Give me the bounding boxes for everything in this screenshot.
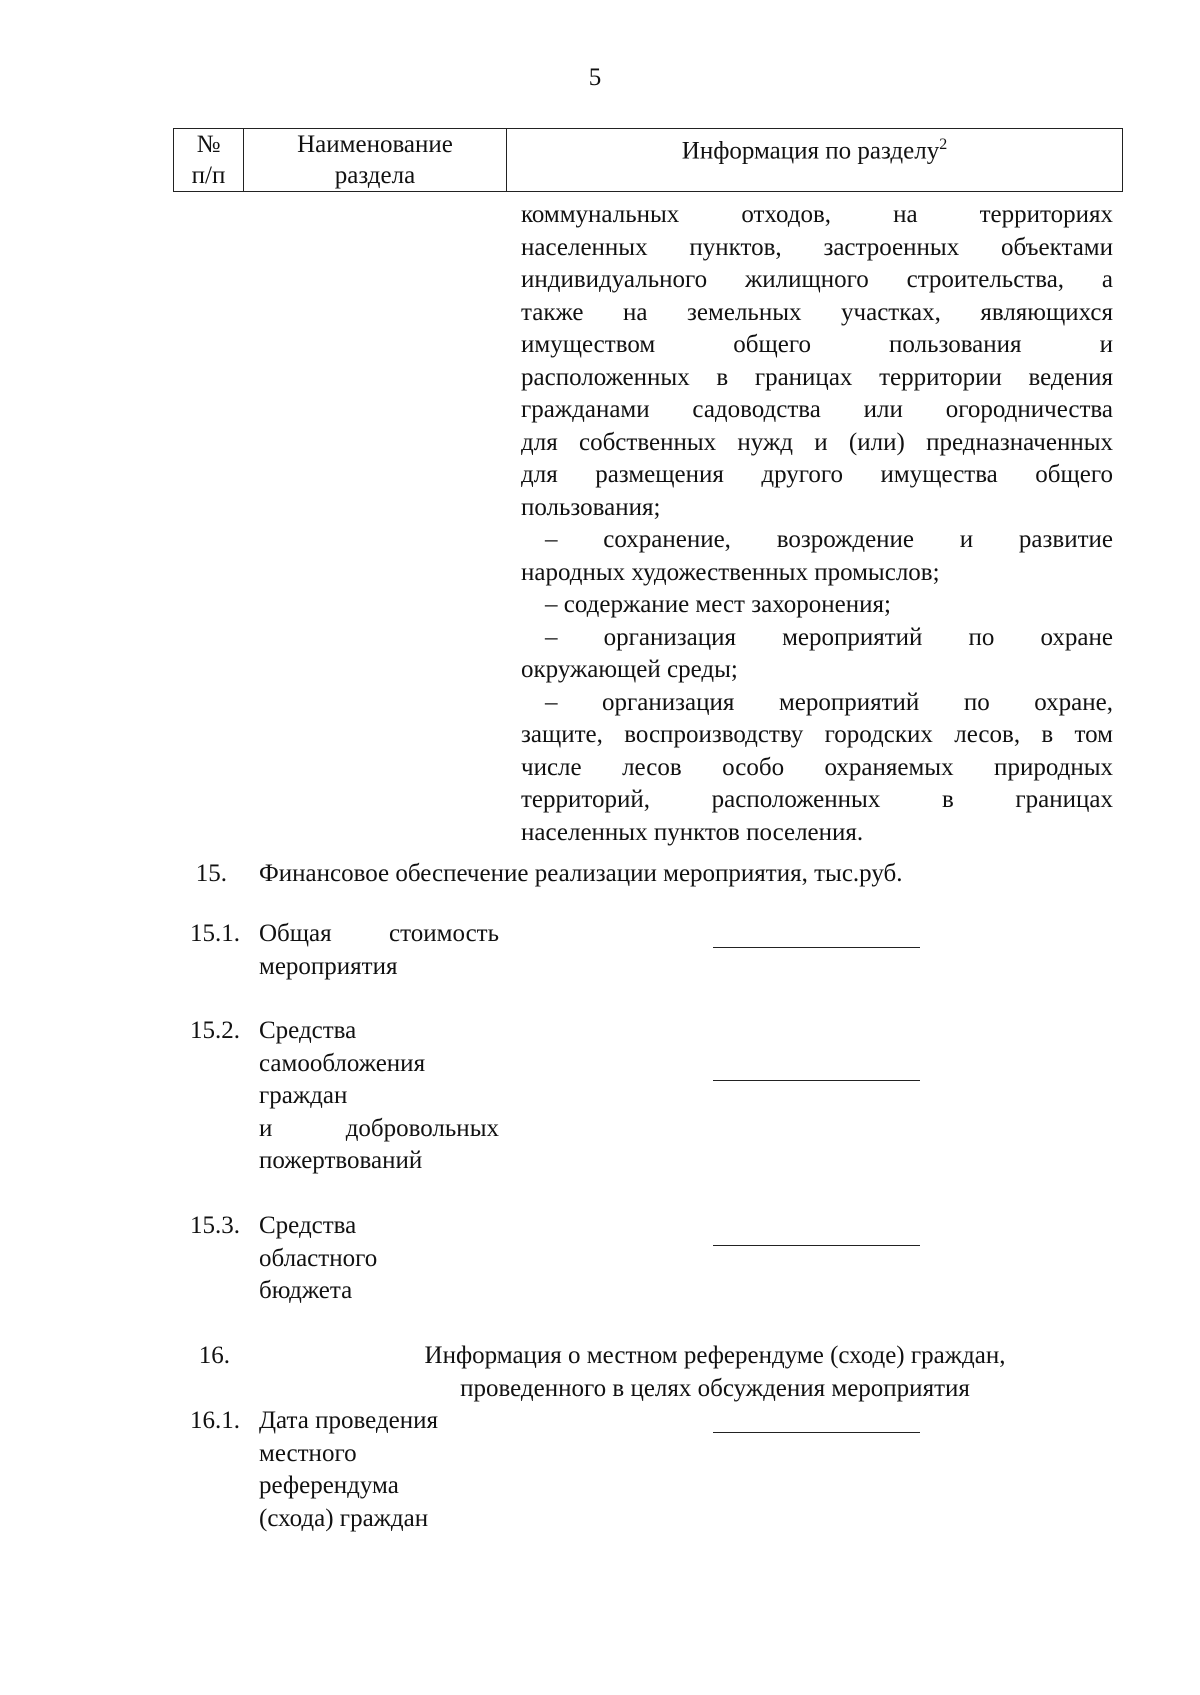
item-16-1-number: 16.1. bbox=[190, 1407, 240, 1434]
info-line: территорий, расположенных в границах bbox=[521, 786, 1113, 813]
item-16-1-label: Дата проведения местного референдума (схода) граждан bbox=[259, 1407, 438, 1532]
info-line: народных художественных промыслов; bbox=[521, 558, 940, 586]
info-line: коммунальных отходов, на территориях bbox=[521, 201, 1113, 228]
info-line: также на земельных участках, являющихся bbox=[521, 298, 1113, 326]
info-line: населенных пунктов поселения. bbox=[521, 818, 864, 846]
info-line: – организация мероприятий по охране bbox=[545, 623, 1113, 651]
info-line: гражданами садоводства или огородничества bbox=[521, 396, 1113, 423]
item-15-2-label: Средства самообложения граждан и добровольных пожертвований bbox=[259, 1017, 499, 1174]
info-line: расположенных в границах территории ведения bbox=[521, 363, 1113, 391]
info-line: для размещения другого имущества общего bbox=[521, 461, 1113, 488]
info-line: – организация мероприятий по охране, bbox=[545, 688, 1113, 716]
info-line: имуществом общего пользования и bbox=[521, 331, 1113, 358]
page-number: 5 bbox=[588, 64, 602, 91]
item-16-1-value-line bbox=[713, 1432, 920, 1433]
item-15-3-value-line bbox=[713, 1245, 920, 1246]
section-16-number: 16. bbox=[198, 1342, 230, 1369]
item-15-3-label: Средства областного бюджета bbox=[259, 1212, 378, 1304]
info-line: – сохранение, возрождение и развитие bbox=[545, 526, 1113, 553]
item-15-3-number: 15.3. bbox=[190, 1212, 240, 1239]
info-line: индивидуального жилищного строительства, а bbox=[521, 266, 1113, 293]
item-15-2-number: 15.2. bbox=[190, 1017, 240, 1044]
item-15-1-number: 15.1. bbox=[190, 920, 240, 947]
item-15-1-label: Общая стоимость мероприятия bbox=[259, 920, 499, 980]
info-line: пользования; bbox=[521, 493, 661, 521]
item-15-2-value-line bbox=[713, 1080, 920, 1081]
section-16-title: Информация о местном референдуме (сходе) граждан, проведенного в целях обсуждения мероприятия bbox=[424, 1342, 1006, 1402]
info-line: для собственных нужд и (или) предназначенных bbox=[521, 428, 1113, 456]
table-header bbox=[173, 128, 1123, 192]
section-15-number: 15. bbox=[195, 860, 227, 887]
section-info-text bbox=[521, 199, 1113, 849]
section-15-title: Финансовое обеспечение реализации мероприятия, тыс.руб. bbox=[259, 860, 903, 887]
info-line: окружающей среды; bbox=[521, 656, 738, 683]
header-col-name: Наименование раздела bbox=[244, 129, 507, 192]
info-line: населенных пунктов, застроенных объектами bbox=[521, 233, 1113, 261]
item-15-1-value-line bbox=[713, 947, 920, 948]
info-line: числе лесов особо охраняемых природных bbox=[521, 753, 1113, 781]
info-line: защите, воспроизводству городских лесов, в том bbox=[521, 721, 1113, 748]
header-col-number: № п/п bbox=[174, 129, 244, 192]
header-col-info: Информация по разделу$^2$ bbox=[507, 129, 1123, 192]
info-line: – содержание мест захоронения; bbox=[545, 591, 891, 618]
